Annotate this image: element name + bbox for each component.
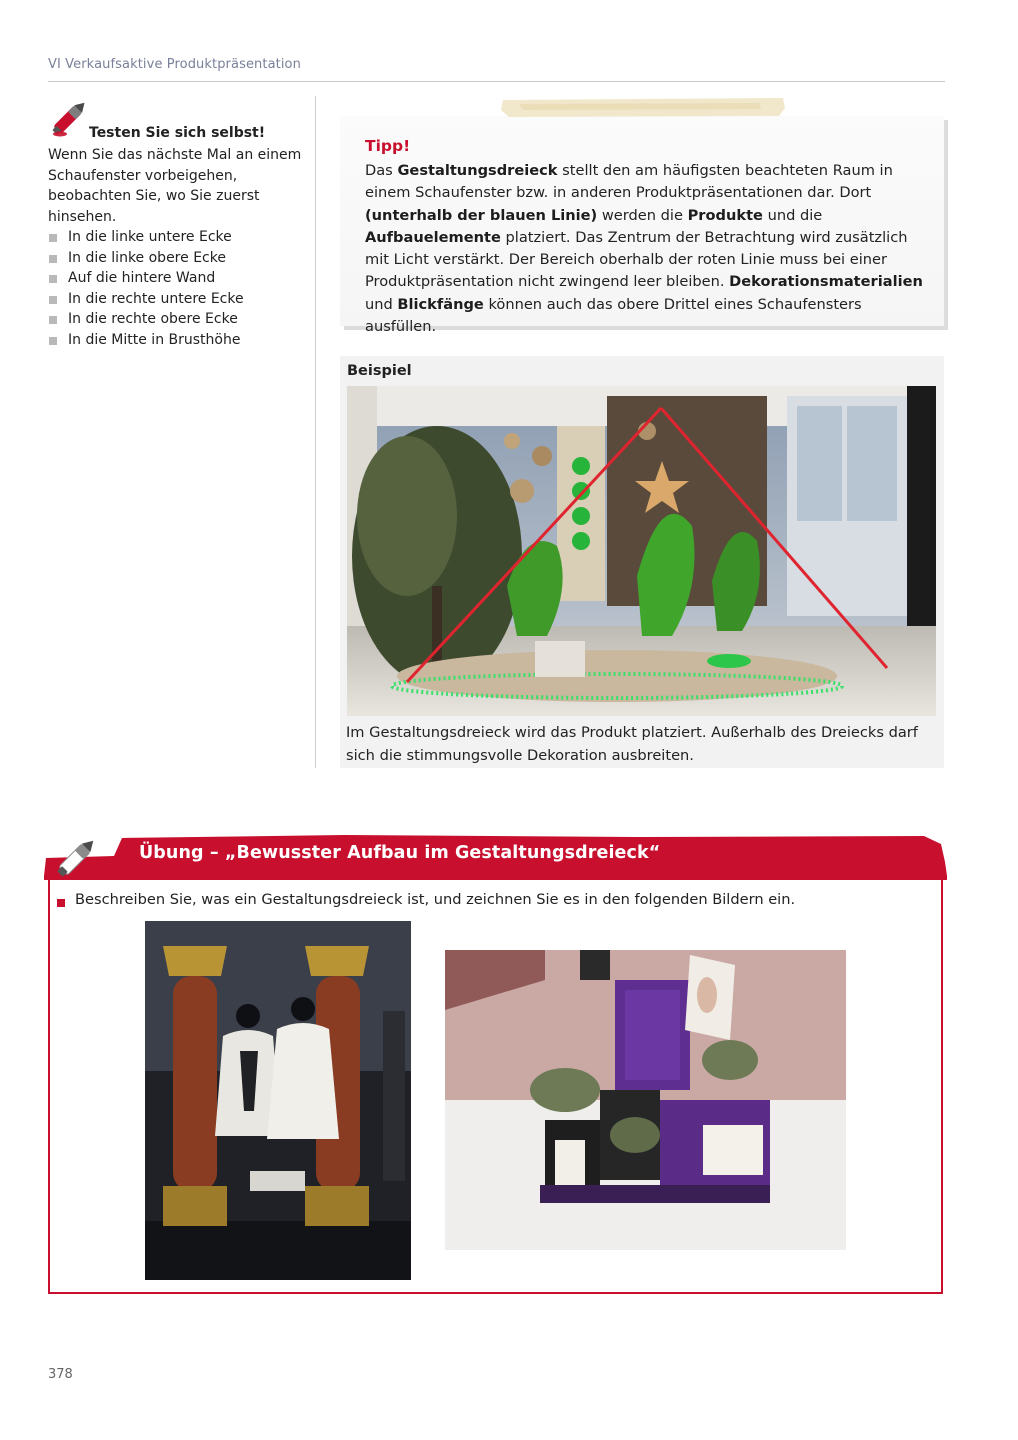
tipp-keyword: (unterhalb der blauen Linie) (365, 206, 598, 224)
tipp-title: Tipp! (365, 137, 411, 155)
page-number: 378 (48, 1367, 73, 1382)
exercise-title: Übung – „Bewusster Aufbau im Gestaltungsdreieck“ (139, 843, 661, 863)
self-test-option (48, 248, 244, 269)
tipp-text-part: Das (365, 162, 398, 179)
tape-decoration (499, 96, 787, 118)
tipp-text-part: stellt den am häufigsten beachteten Raum in einem Schaufenster bzw. in anderen Produktpräsentationen dar. Dort (365, 162, 893, 202)
pen-icon (48, 96, 92, 140)
option-label: In die Mitte in Brusthöhe (68, 331, 241, 348)
self-test-options (48, 227, 244, 351)
tipp-keyword: Produkte (687, 206, 763, 224)
square-bullet-icon (57, 899, 65, 907)
tipp-text-part: können auch das obere Drittel eines Schaufensters ausfüllen. (365, 295, 862, 336)
tipp-keyword: Dekorationsmaterialien (729, 273, 923, 291)
example-caption: Im Gestaltungsdreieck wird das Produkt platziert. Außerhalb des Dreiecks darf sich die stimmungsvolle Dekoration ausbreiten. (346, 724, 918, 764)
tipp-text-part: platziert. Das Zentrum der Betrachtung wird zusätzlich mit Licht verstärkt. Der Bereich oberhalb der roten Linie muss bei einer Produktpräsentation nicht zwingend leer bleiben. (365, 228, 908, 291)
column-divider (315, 96, 316, 768)
example-window-photo (347, 386, 936, 716)
tipp-text (365, 160, 933, 338)
option-label: In die linke untere Ecke (68, 229, 232, 245)
self-test-title: Testen Sie sich selbst! (89, 125, 266, 141)
square-bullet-icon (49, 255, 57, 263)
exercise-photo-mannequins (145, 921, 411, 1280)
option-label: In die rechte obere Ecke (68, 311, 238, 328)
square-bullet-icon (49, 234, 57, 242)
option-label: In die rechte untere Ecke (68, 290, 244, 307)
square-bullet-icon (49, 296, 57, 304)
exercise-photo-cases (445, 950, 846, 1250)
option-label: In die linke obere Ecke (68, 249, 226, 266)
tipp-text-part: und (365, 295, 398, 313)
example-label: Beispiel (347, 363, 412, 379)
tipp-keyword: Blickfänge (397, 295, 484, 313)
header-rule (48, 81, 945, 82)
option-label: Auf die hintere Wand (68, 270, 216, 287)
self-test-option (48, 268, 244, 289)
tipp-text-part: und die (762, 206, 823, 224)
self-test-option (48, 289, 244, 310)
square-bullet-icon (49, 275, 57, 283)
exercise-task: Beschreiben Sie, was ein Gestaltungsdreieck ist, und zeichnen Sie es in den folgenden Bildern ein. (75, 891, 796, 908)
tipp-keyword: Gestaltungsdreieck (397, 162, 558, 179)
tipp-keyword: Aufbauelemente (365, 228, 501, 246)
square-bullet-icon (49, 337, 57, 345)
self-test-option (48, 309, 244, 330)
self-test-option (48, 227, 244, 248)
running-header: VI Verkaufsaktive Produktpräsentation (48, 57, 301, 72)
self-test-option (48, 330, 244, 351)
tipp-text-part: werden die (597, 206, 688, 224)
self-test-text: Wenn Sie das nächste Mal an einem Schaufenster vorbeigehen, beobachten Sie, wo Sie zuerst hinsehen. (48, 147, 302, 225)
square-bullet-icon (49, 316, 57, 324)
